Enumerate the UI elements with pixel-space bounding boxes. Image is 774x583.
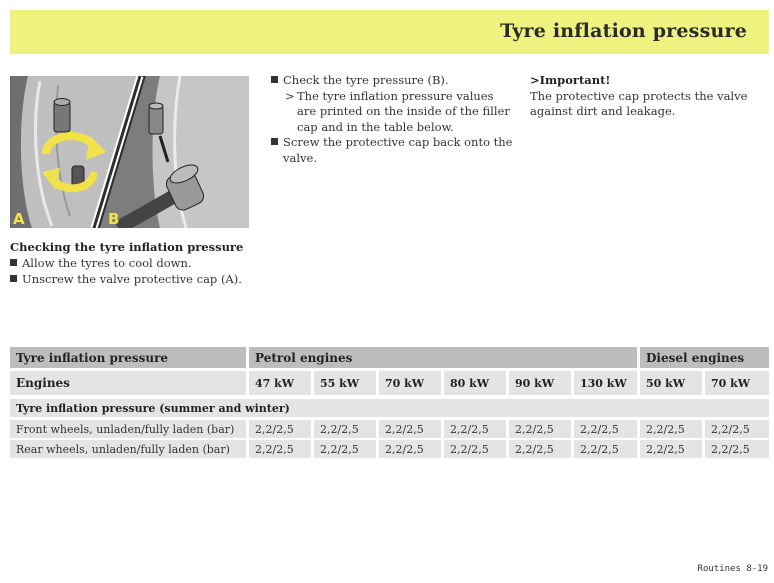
diesel-engines-header: Diesel engines xyxy=(640,347,769,368)
table-cell: 2,2/2,5 xyxy=(444,440,506,458)
table-cell: 2,2/2,5 xyxy=(574,420,637,438)
bullet-icon xyxy=(271,135,283,166)
row-label-rear: Rear wheels, unladen/fully laden (bar) xyxy=(10,440,246,458)
engine-55kw: 55 kW xyxy=(314,371,376,395)
engine-130kw: 130 kW xyxy=(574,371,637,395)
table-cell: 2,2/2,5 xyxy=(314,420,376,438)
page-title: Tyre inflation pressure xyxy=(500,20,747,42)
engine-90kw: 90 kW xyxy=(509,371,571,395)
header-bar xyxy=(10,10,769,54)
checking-heading: Checking the tyre inflation pressure xyxy=(10,240,244,254)
table-cell: 2,2/2,5 xyxy=(705,440,769,458)
arrow-mark: > xyxy=(285,88,295,103)
valve-illustration xyxy=(10,76,249,228)
label-b: B xyxy=(108,210,120,228)
important-text: The protective cap protects the valve against dirt and leakage. xyxy=(530,88,748,118)
engine-47kw: 47 kW xyxy=(249,371,311,395)
important-section xyxy=(530,73,760,120)
engine-70kw: 70 kW xyxy=(379,371,441,395)
bullet-icon xyxy=(10,255,22,271)
checking-step-1: Allow the tyres to cool down. xyxy=(10,255,243,271)
section-row: Tyre inflation pressure (summer and winter) xyxy=(10,399,769,417)
table-cell: 2,2/2,5 xyxy=(249,440,311,458)
table-cell: 2,2/2,5 xyxy=(314,440,376,458)
label-a: A xyxy=(13,210,25,228)
engine-80kw: 80 kW xyxy=(444,371,506,395)
table-cell: 2,2/2,5 xyxy=(640,420,702,438)
table-cell: 2,2/2,5 xyxy=(249,420,311,438)
table-cell: 2,2/2,5 xyxy=(574,440,637,458)
engine-diesel-50kw: 50 kW xyxy=(640,371,702,395)
table-cell: 2,2/2,5 xyxy=(640,440,702,458)
page-footer: Routines 8-19 xyxy=(697,564,768,574)
instructions-section xyxy=(271,73,516,166)
table-cell: 2,2/2,5 xyxy=(509,420,571,438)
table-cell: 2,2/2,5 xyxy=(379,440,441,458)
petrol-engines-header: Petrol engines xyxy=(249,347,637,368)
instruction-step-2: Screw the protective cap back onto the valve. xyxy=(271,135,516,166)
instruction-note: > The tyre inflation pressure values are printed on the inside of the filler cap and in the table below. xyxy=(285,88,510,134)
table-title: Tyre inflation pressure xyxy=(10,347,246,368)
engine-diesel-70kw: 70 kW xyxy=(705,371,769,395)
table-cell: 2,2/2,5 xyxy=(509,440,571,458)
engines-label: Engines xyxy=(10,371,246,395)
table-cell: 2,2/2,5 xyxy=(444,420,506,438)
row-label-front: Front wheels, unladen/fully laden (bar) xyxy=(10,420,246,438)
bullet-icon xyxy=(271,73,283,89)
checking-section xyxy=(10,239,243,287)
bullet-icon xyxy=(10,271,22,287)
instruction-step-1: Check the tyre pressure (B). xyxy=(271,73,516,89)
checking-step-2: Unscrew the valve protective cap (A). xyxy=(10,271,243,287)
table-cell: 2,2/2,5 xyxy=(705,420,769,438)
table-cell: 2,2/2,5 xyxy=(379,420,441,438)
important-title: >Important! xyxy=(530,73,611,87)
